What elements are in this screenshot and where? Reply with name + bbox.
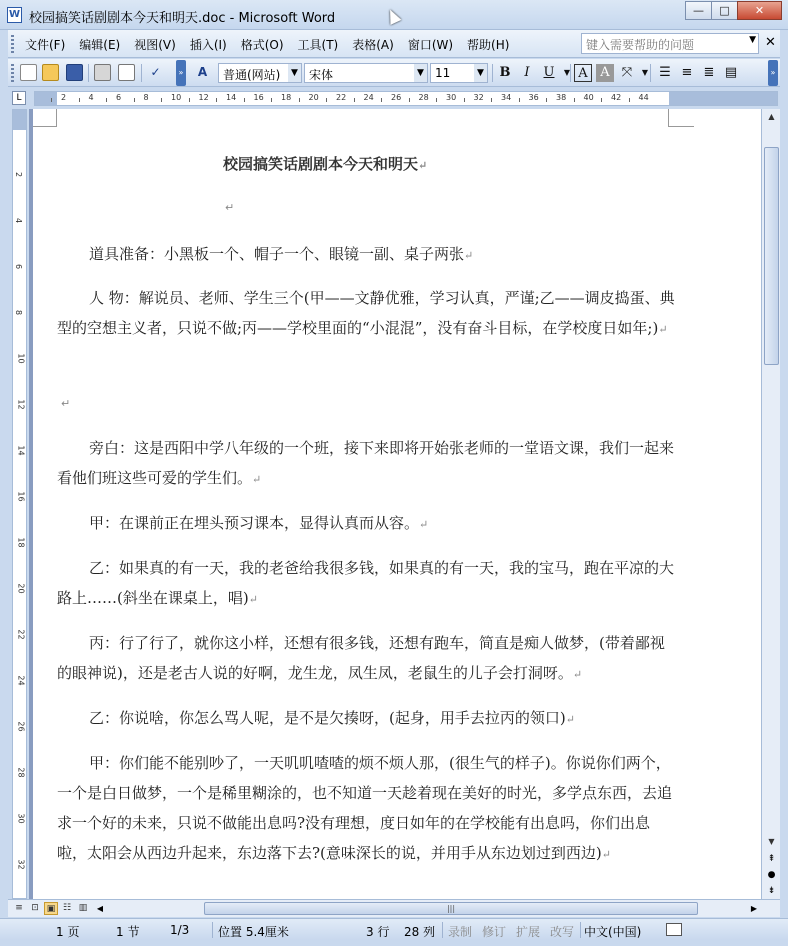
spelling-status-icon[interactable] <box>666 923 682 936</box>
ruler-tick <box>161 98 162 102</box>
toolbar-grip-icon[interactable] <box>11 64 14 82</box>
style-select[interactable] <box>218 63 302 83</box>
paragraph-yi-1 <box>57 553 677 615</box>
toolbar-separator <box>492 64 493 82</box>
ruler-number: 16 <box>16 491 26 502</box>
ruler-number: 18 <box>281 93 292 102</box>
document-close-button[interactable]: ✕ <box>765 35 776 50</box>
ruler-tick <box>409 98 410 102</box>
status-bar <box>0 918 788 940</box>
left-margin-area <box>35 92 57 105</box>
help-search-input[interactable] <box>581 33 759 54</box>
menu-insert[interactable]: 插入(I) <box>189 38 227 52</box>
print-layout-view-icon[interactable]: ▣ <box>44 902 58 915</box>
ruler-tick <box>464 98 465 102</box>
ruler-number: 8 <box>143 93 149 102</box>
status-position: 位置 5.4厘米 <box>218 925 289 939</box>
ruler-number: 16 <box>253 93 264 102</box>
distributed-icon[interactable]: ▤ <box>724 65 738 80</box>
ruler-tick <box>51 98 52 102</box>
menu-tools[interactable]: 工具(T) <box>297 38 339 52</box>
help-search-placeholder: 键入需要帮助的问题 <box>586 38 695 52</box>
scroll-thumb[interactable] <box>764 147 779 365</box>
document-title-text: 校园搞笑话剧剧本今天和明天 <box>223 155 419 173</box>
paragraph-yi-2 <box>57 703 677 735</box>
select-browse-object-icon[interactable]: ● <box>767 870 776 880</box>
chevron-down-icon[interactable]: ▼ <box>414 64 427 82</box>
paragraph-text: 乙：你说啥，你怎么骂人呢，是不是欠揍呀，(起身，用手去拉丙的领口) <box>89 709 566 727</box>
ruler-tick <box>574 98 575 102</box>
ruler-tick <box>271 98 272 102</box>
document-page[interactable] <box>33 109 761 899</box>
italic-button[interactable]: I <box>524 65 530 80</box>
ruler-tick <box>629 98 630 102</box>
toolbar-options-chevron-icon[interactable]: » <box>176 60 186 86</box>
ruler-number: 20 <box>308 93 319 102</box>
paragraph-text: 丙：行了行了，就你这小样，还想有很多钱，还想有跑车，简直是痴人做梦，(带着鄙视的眼神说)，还是老古人说的好啊，龙生龙，凤生凤，老鼠生的儿子会打洞呀。 <box>57 634 665 682</box>
ruler-number: 14 <box>16 445 26 456</box>
menu-help[interactable]: 帮助(H) <box>467 38 510 52</box>
print-icon[interactable] <box>94 64 111 81</box>
status-line: 3 行 <box>366 925 390 939</box>
ruler-number: 4 <box>14 217 24 224</box>
right-margin-area <box>669 92 778 105</box>
ruler-tick <box>436 98 437 102</box>
ruler-number: 34 <box>501 93 512 102</box>
ruler-tick <box>299 98 300 102</box>
previous-page-icon[interactable]: ⇞ <box>767 854 776 864</box>
ruler-number: 10 <box>16 353 26 364</box>
menu-window[interactable]: 窗口(W) <box>407 38 454 52</box>
ruler-number: 36 <box>528 93 539 102</box>
ruler-number: 24 <box>363 93 374 102</box>
ruler-tick <box>244 98 245 102</box>
paragraph-mark-icon: ↵ <box>248 593 258 606</box>
vertical-scrollbar[interactable] <box>761 109 780 899</box>
chevron-down-icon[interactable]: ▼ <box>749 35 756 45</box>
paragraph-jia-1 <box>57 508 677 540</box>
ruler-number: 24 <box>16 675 26 686</box>
paragraph-mark-icon: ↵ <box>419 518 429 531</box>
paragraph-text: 旁白：这是西阳中学八年级的一个班，接下来即将开始张老师的一堂语文课，我们一起来看他们班这些可爱的学生们。 <box>57 439 675 487</box>
scroll-left-icon[interactable]: ◀ <box>96 904 104 913</box>
style-value: 普通(网站) <box>223 68 281 82</box>
ruler-row <box>8 88 780 109</box>
paragraph-jia-2 <box>57 748 677 870</box>
window-controls <box>686 1 782 20</box>
justify-icon[interactable]: ☰ <box>659 65 671 80</box>
new-document-icon[interactable] <box>20 64 37 81</box>
view-and-hscroll-bar <box>8 899 780 917</box>
ruler-number: 6 <box>116 93 122 102</box>
spelling-icon[interactable]: ✓ <box>150 65 161 79</box>
status-separator <box>580 922 581 938</box>
ruler-tick <box>134 98 135 102</box>
chevron-down-icon[interactable]: ▼ <box>474 64 487 82</box>
ruler-number: 38 <box>556 93 567 102</box>
open-icon[interactable] <box>42 64 59 81</box>
ruler-number: 22 <box>336 93 347 102</box>
status-ovr[interactable]: 改写 <box>550 925 575 939</box>
status-rec[interactable]: 录制 <box>448 925 473 939</box>
paragraph-mark-icon: ↵ <box>572 668 583 681</box>
toolbar-separator <box>141 64 142 82</box>
ruler-number: 30 <box>16 813 26 824</box>
horizontal-ruler[interactable] <box>34 91 778 106</box>
paragraph-text: 道具准备：小黑板一个、帽子一个、眼镜一副、桌子两张 <box>89 245 465 263</box>
status-language: 中文(中国) <box>584 925 642 939</box>
ruler-number: 12 <box>16 399 26 410</box>
ruler-number: 6 <box>14 263 24 270</box>
ruler-number: 2 <box>61 93 67 102</box>
paragraph-characters <box>57 283 677 345</box>
hscroll-thumb[interactable]: ||| <box>204 902 698 915</box>
standard-formatting-toolbar <box>8 59 780 87</box>
ruler-tick <box>354 98 355 102</box>
status-separator <box>442 922 443 938</box>
outline-view-icon[interactable]: ☷ <box>62 903 72 913</box>
close-button[interactable]: ✕ <box>737 1 782 20</box>
ruler-tick <box>491 98 492 102</box>
style-icon[interactable]: A <box>197 65 208 79</box>
ruler-tick <box>106 98 107 102</box>
paragraph-text: 人 物：解说员、老师、学生三个(甲——文静优雅，学习认真，严谨;乙——调皮捣蛋、典型的空想主义者，只说不做;丙——学校里面的“小混混”，没有奋斗目标，在学校度日如年;) <box>57 289 675 337</box>
print-preview-icon[interactable] <box>118 64 135 81</box>
next-page-icon[interactable]: ⇟ <box>767 886 776 896</box>
center-icon[interactable]: ≡ <box>681 65 693 80</box>
status-column: 28 列 <box>404 925 436 939</box>
ruler-number: 2 <box>14 171 24 178</box>
ruler-tick <box>601 98 602 102</box>
char-border-icon[interactable]: A <box>574 64 592 82</box>
ruler-number: 28 <box>418 93 429 102</box>
ruler-number: 44 <box>638 93 649 102</box>
web-view-icon[interactable]: ⊡ <box>31 903 39 913</box>
paragraph-mark-icon: ↵ <box>464 249 474 262</box>
menu-bar <box>8 30 780 58</box>
ruler-number: 32 <box>16 859 26 870</box>
ruler-number: 18 <box>16 537 26 548</box>
paragraph-mark-icon: ↵ <box>601 848 611 861</box>
font-value: 宋体 <box>309 68 334 82</box>
minimize-button[interactable]: — <box>685 1 712 20</box>
char-shading-icon[interactable]: A <box>596 64 614 82</box>
crop-mark <box>668 109 694 127</box>
scroll-up-icon[interactable]: ▲ <box>768 112 775 121</box>
paragraph-text: 甲：你们能不能别吵了，一天叽叽喳喳的烦不烦人那，(很生气的样子)。你说你们两个，一个是白日做梦，一个是稀里糊涂的，也不知道一天趁着现在美好的时光，多学点东西，去追求一个好的未来，只说不做能出息吗?没有理想，度日如年的在学校能有出息吗，你们出息啦，太阳会从西边升起来，东边落下去?(意味深长的说，并用手从东边划过到西边) <box>57 754 673 862</box>
document-title <box>223 153 427 174</box>
ruler-number: 12 <box>198 93 209 102</box>
chevron-down-icon[interactable]: ▼ <box>641 68 649 77</box>
top-margin-area <box>13 110 26 130</box>
status-page-of: 1/3 <box>170 923 190 937</box>
maximize-button[interactable]: □ <box>711 1 738 20</box>
toolbar-separator <box>88 64 89 82</box>
paragraph-narration <box>57 433 677 495</box>
toolbar-separator <box>570 64 571 82</box>
toolbar-separator <box>650 64 651 82</box>
ruler-tick <box>326 98 327 102</box>
font-size-select[interactable] <box>430 63 488 83</box>
font-select[interactable] <box>304 63 428 83</box>
paragraph-props <box>57 239 677 271</box>
ruler-number: 26 <box>16 721 26 732</box>
paragraph-text: 乙：如果真的有一天，我的老爸给我很多钱，如果真的有一天，我的宝马，跑在平凉的大路上……(斜坐在课桌上，唱) <box>57 559 675 607</box>
font-size-value: 11 <box>435 66 451 80</box>
word-app-icon[interactable]: W <box>7 7 22 23</box>
bold-button[interactable]: B <box>499 65 511 80</box>
status-ext[interactable]: 扩展 <box>516 925 541 939</box>
ruler-number: 26 <box>391 93 402 102</box>
scroll-down-icon[interactable]: ▼ <box>768 837 775 846</box>
ruler-number: 22 <box>16 629 26 640</box>
menu-view[interactable]: 视图(V) <box>134 38 176 52</box>
ruler-tick <box>216 98 217 102</box>
paragraph-mark-icon: ↵ <box>565 713 575 726</box>
status-page: 1 页 <box>56 925 80 939</box>
toolbar-options-chevron-icon[interactable]: » <box>768 60 778 86</box>
scroll-right-icon[interactable]: ▶ <box>750 904 758 913</box>
ruler-tick <box>519 98 520 102</box>
ruler-number: 28 <box>16 767 26 778</box>
ruler-number: 10 <box>171 93 182 102</box>
reading-view-icon[interactable]: ▥ <box>78 903 88 913</box>
paragraph-text: 甲：在课前正在埋头预习课本，显得认真而从容。 <box>89 514 420 532</box>
ruler-number: 42 <box>611 93 622 102</box>
ruler-tick <box>381 98 382 102</box>
ruler-number: 30 <box>446 93 457 102</box>
menu-table[interactable]: 表格(A) <box>352 38 394 52</box>
menu-file[interactable]: 文件(F) <box>25 38 66 52</box>
status-trk[interactable]: 修订 <box>482 925 507 939</box>
menu-format[interactable]: 格式(O) <box>240 38 284 52</box>
chevron-down-icon[interactable]: ▼ <box>288 64 301 82</box>
paragraph-mark-icon: ↵ <box>225 201 235 214</box>
ruler-number: 20 <box>16 583 26 594</box>
save-icon[interactable] <box>66 64 83 81</box>
underline-button[interactable]: U <box>543 65 555 80</box>
menu-items <box>25 36 523 53</box>
paragraph-mark-icon: ↵ <box>252 473 262 486</box>
chevron-down-icon[interactable]: ▼ <box>563 68 571 77</box>
normal-view-icon[interactable]: ≡ <box>15 903 23 913</box>
document-area <box>29 109 761 899</box>
align-right-icon[interactable]: ≣ <box>703 65 715 80</box>
toolbar-grip-icon[interactable] <box>11 35 14 53</box>
crop-mark <box>33 109 57 127</box>
status-separator <box>212 922 213 938</box>
window-title: 校园搞笑话剧剧本今天和明天.doc - Microsoft Word <box>29 11 336 26</box>
paragraph-mark-icon: ↵ <box>418 159 428 172</box>
menu-edit[interactable]: 编辑(E) <box>79 38 121 52</box>
ruler-number: 4 <box>88 93 94 102</box>
ruler-tick <box>79 98 80 102</box>
paragraph-mark-icon: ↵ <box>658 323 668 336</box>
tab-selector-icon[interactable]: L <box>12 91 26 105</box>
ruler-number: 40 <box>583 93 594 102</box>
status-section: 1 节 <box>116 925 140 939</box>
ruler-tick <box>189 98 190 102</box>
char-scale-icon[interactable]: ⤧ <box>621 65 633 80</box>
paragraph-mark-icon: ↵ <box>61 397 71 410</box>
paragraph-bing-1 <box>57 628 677 690</box>
vertical-ruler[interactable] <box>12 109 27 899</box>
ruler-tick <box>546 98 547 102</box>
ruler-number: 8 <box>14 309 24 316</box>
ruler-number: 32 <box>473 93 484 102</box>
ruler-number: 14 <box>226 93 237 102</box>
